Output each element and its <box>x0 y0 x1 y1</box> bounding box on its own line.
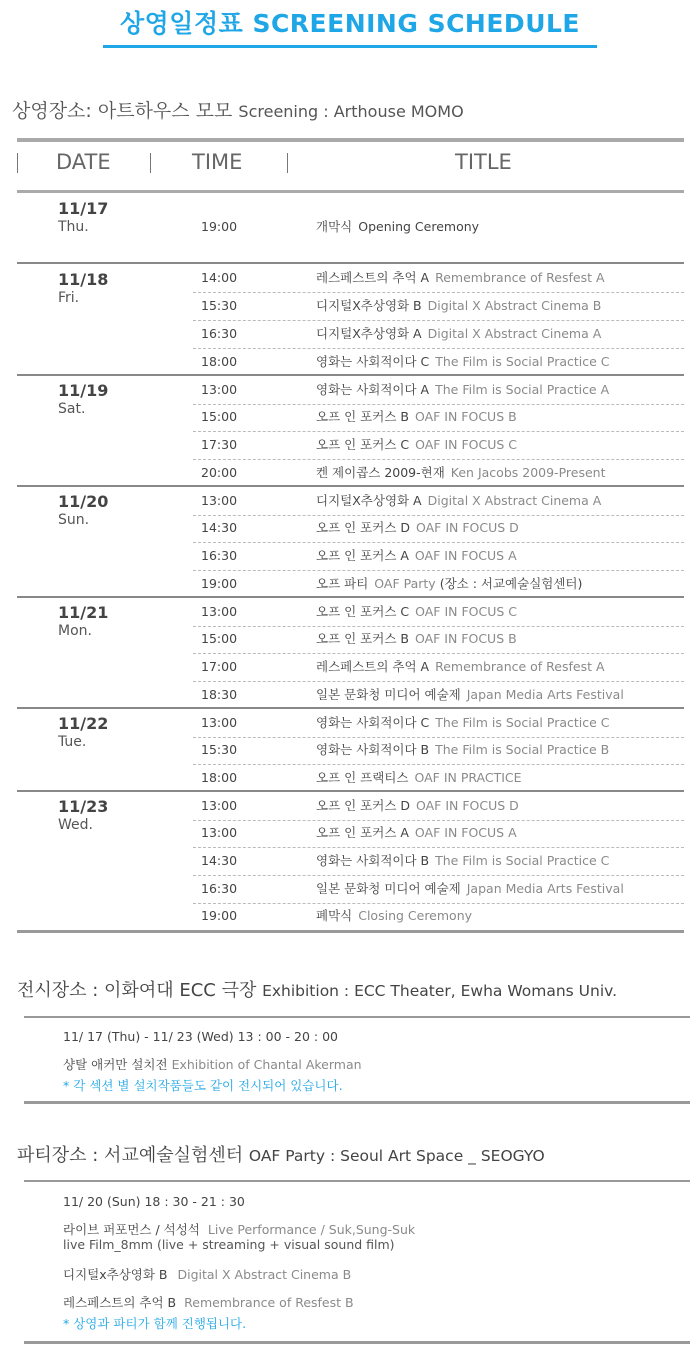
row-time: 14:00 <box>201 270 238 285</box>
row-title <box>316 213 479 241</box>
page-title: 상영일정표 SCREENING SCHEDULE <box>120 9 580 38</box>
row-title-en: Digital X Abstract Cinema B <box>427 298 602 313</box>
row-title <box>316 487 601 515</box>
row-title-en: The Film is Social Practice C <box>435 354 610 369</box>
exhibition-title-en: Exhibition : ECC Theater, Ewha Womans Univ. <box>262 982 618 1000</box>
header-divider <box>150 153 151 173</box>
row-title-ko: 오프 인 프랙티스 <box>316 770 409 785</box>
row-title-ko: 오프 인 포커스 D <box>316 798 410 813</box>
row-time: 17:00 <box>201 659 238 674</box>
party-item-en: Remembrance of Resfest B <box>184 1295 354 1310</box>
row-title-en: Digital X Abstract Cinema A <box>427 493 602 508</box>
party-title <box>17 1141 545 1167</box>
row-time: 13:00 <box>201 382 238 397</box>
row-title <box>316 514 519 542</box>
schedule-row <box>193 902 684 930</box>
party-item-en: Live Performance / Suk,Sung-Suk <box>207 1222 416 1237</box>
row-title-en: OAF Party <box>374 576 436 591</box>
row-title-ko: 오프 인 포커스 B <box>316 409 409 424</box>
row-time: 18:30 <box>201 687 238 702</box>
party-note: * 상영과 파티가 함께 진행됩니다. <box>63 1316 247 1331</box>
schedule-row <box>193 653 684 682</box>
party-title-en: OAF Party : Seoul Art Space _ SEOGYO <box>248 1147 545 1165</box>
schedule-row <box>193 764 684 792</box>
row-title-ko: 디지털X추상영화 B <box>316 298 422 313</box>
row-title <box>316 819 517 847</box>
row-title <box>316 459 605 487</box>
row-title-en: Japan Media Arts Festival <box>466 881 624 896</box>
row-title-ko: 디지털X추상영화 A <box>316 493 422 508</box>
row-time: 18:00 <box>201 354 238 369</box>
table-bottom-rule <box>17 930 684 933</box>
row-title-ko: 영화는 사회적이다 C <box>316 354 430 369</box>
row-title-en: OAF IN FOCUS C <box>415 437 517 452</box>
party-item-sub <box>63 1237 395 1252</box>
header-time: TIME <box>192 150 243 174</box>
row-title-ko: 영화는 사회적이다 B <box>316 742 430 757</box>
row-time: 18:00 <box>201 770 238 785</box>
schedule-row <box>193 264 684 293</box>
row-time: 20:00 <box>201 465 238 480</box>
day-date: 11/23 <box>58 797 109 816</box>
row-title-en: OAF IN FOCUS D <box>416 798 519 813</box>
party-item <box>63 1220 415 1238</box>
schedule-row <box>193 709 684 738</box>
row-title-en: OAF IN FOCUS B <box>414 631 517 646</box>
exhibition-item <box>63 1055 362 1073</box>
party-item-ko: 디지털x추상영화 B <box>63 1267 168 1282</box>
row-title-ko: 오프 인 포커스 A <box>316 548 409 563</box>
row-time: 15:30 <box>201 298 238 313</box>
schedule-row <box>193 736 684 765</box>
row-title <box>316 320 601 348</box>
row-time: 19:00 <box>201 576 238 591</box>
schedule-row <box>193 487 684 516</box>
day-weekday: Thu. <box>58 219 89 235</box>
row-title-en: OAF IN FOCUS A <box>414 548 517 563</box>
day-weekday: Sun. <box>58 512 90 528</box>
row-title <box>316 348 610 376</box>
row-time: 17:30 <box>201 437 238 452</box>
row-title <box>316 709 610 737</box>
day-date: 11/20 <box>58 492 109 511</box>
row-time: 13:00 <box>201 493 238 508</box>
row-title <box>316 376 609 404</box>
row-time: 19:00 <box>201 908 238 923</box>
row-title <box>316 598 517 626</box>
row-time: 15:00 <box>201 409 238 424</box>
day-date: 11/18 <box>58 270 109 289</box>
party-item-sub-text: live Film_8mm (live + streaming + visual sound film) <box>63 1237 395 1252</box>
schedule-row <box>193 570 684 598</box>
table-header-bottom-rule <box>17 190 684 193</box>
row-title-ko: 디지털X추상영화 A <box>316 326 422 341</box>
row-title-ko: 영화는 사회적이다 B <box>316 853 430 868</box>
party-item-en: Digital X Abstract Cinema B <box>177 1267 352 1282</box>
schedule-row <box>193 431 684 460</box>
row-title-en: Ken Jacobs 2009-Present <box>450 465 606 480</box>
row-title-ko: 레스페스트의 추억 A <box>316 270 430 285</box>
day-cell <box>58 381 108 417</box>
exhibition-item-en: Exhibition of Chantal Akerman <box>171 1057 362 1072</box>
row-time: 13:00 <box>201 604 238 619</box>
day-cell <box>58 603 108 639</box>
schedule-row <box>193 292 684 321</box>
schedule-row <box>193 681 684 709</box>
row-time: 19:00 <box>201 219 238 234</box>
row-title-venue: (장소 : 서교예술실험센터) <box>439 576 583 591</box>
row-title-en: OAF IN PRACTICE <box>414 770 522 785</box>
row-title-ko: 오프 인 포커스 B <box>316 631 409 646</box>
header-date: DATE <box>56 150 111 174</box>
row-title <box>316 264 605 292</box>
day-date: 11/19 <box>58 381 109 400</box>
party-top-rule <box>24 1180 690 1182</box>
row-title <box>316 542 517 570</box>
row-title-en: Remembrance of Resfest A <box>435 659 605 674</box>
row-title <box>316 431 517 459</box>
row-title-ko: 영화는 사회적이다 A <box>316 382 430 397</box>
table-header-top-rule <box>17 138 684 142</box>
row-time: 14:30 <box>201 853 238 868</box>
schedule-row <box>193 625 684 654</box>
party-datetime: 11/ 20 (Sun) 18 : 30 - 21 : 30 <box>63 1194 245 1209</box>
day-date: 11/21 <box>58 603 109 622</box>
row-title <box>316 875 624 903</box>
title-underline <box>103 45 597 48</box>
row-title <box>316 902 472 930</box>
row-title <box>316 736 609 764</box>
row-time: 15:00 <box>201 631 238 646</box>
row-time: 13:00 <box>201 825 238 840</box>
schedule-row <box>193 875 684 904</box>
schedule-row <box>193 403 684 432</box>
row-title-en: OAF IN FOCUS D <box>416 520 519 535</box>
exhibition-title-ko: 전시장소 : 이화여대 ECC 극장 <box>17 980 263 1001</box>
schedule-row <box>193 376 684 405</box>
party-item-ko: 레스페스트의 추억 B <box>63 1295 177 1310</box>
exhibition-title <box>17 976 617 1002</box>
schedule-row <box>193 213 684 241</box>
row-title <box>316 625 517 653</box>
schedule-row <box>193 847 684 876</box>
schedule-row <box>193 459 684 487</box>
party-item <box>63 1265 351 1283</box>
row-time: 16:30 <box>201 326 238 341</box>
row-title-ko: 폐막식 <box>316 908 353 923</box>
party-item-ko: 라이브 퍼포먼스 / 석성석 <box>63 1222 200 1237</box>
row-title <box>316 681 624 709</box>
day-cell <box>58 797 108 833</box>
party-item <box>63 1293 354 1311</box>
row-title-ko: 개막식 <box>316 219 353 234</box>
row-title-en: The Film is Social Practice B <box>435 742 610 757</box>
row-title <box>316 847 609 875</box>
day-date: 11/22 <box>58 714 109 733</box>
row-title-en: OAF IN FOCUS C <box>415 604 517 619</box>
row-title <box>316 653 605 681</box>
row-title <box>316 792 519 820</box>
schedule-row <box>193 514 684 543</box>
row-title-en: The Film is Social Practice C <box>435 715 610 730</box>
header-title: TITLE <box>455 150 512 174</box>
screening-venue-en: Screening : Arthouse MOMO <box>238 102 464 121</box>
row-time: 16:30 <box>201 548 238 563</box>
row-title-en: The Film is Social Practice C <box>435 853 610 868</box>
exhibition-period: 11/ 17 (Thu) - 11/ 23 (Wed) 13 : 00 - 20 : 00 <box>63 1029 339 1044</box>
row-title-ko: 켄 제이콥스 2009-현재 <box>316 465 445 480</box>
day-cell <box>58 270 108 306</box>
row-title <box>316 570 582 598</box>
day-weekday: Mon. <box>58 623 92 639</box>
row-title-ko: 일본 문화청 미디어 예술제 <box>316 687 461 702</box>
schedule-row <box>193 792 684 821</box>
row-time: 15:30 <box>201 742 238 757</box>
day-cell <box>58 714 108 750</box>
day-weekday: Sat. <box>58 401 86 417</box>
row-title-ko: 일본 문화청 미디어 예술제 <box>316 881 461 896</box>
row-time: 13:00 <box>201 798 238 813</box>
row-title-en: The Film is Social Practice A <box>435 382 610 397</box>
schedule-row <box>193 542 684 571</box>
day-weekday: Fri. <box>58 290 80 306</box>
row-title-en: OAF IN FOCUS B <box>414 409 517 424</box>
schedule-row <box>193 320 684 349</box>
row-title-en: OAF IN FOCUS A <box>414 825 517 840</box>
party-bottom-rule <box>24 1341 690 1344</box>
row-title-en: Remembrance of Resfest A <box>435 270 605 285</box>
day-weekday: Wed. <box>58 817 93 833</box>
row-title-ko: 레스페스트의 추억 A <box>316 659 430 674</box>
row-time: 13:00 <box>201 715 238 730</box>
day-cell <box>58 492 108 528</box>
day-cell <box>58 199 108 235</box>
exhibition-bottom-rule <box>24 1101 690 1104</box>
row-time: 14:30 <box>201 520 238 535</box>
row-title <box>316 292 601 320</box>
schedule-row <box>193 819 684 848</box>
row-title-ko: 영화는 사회적이다 C <box>316 715 430 730</box>
party-title-ko: 파티장소 : 서교예술실험센터 <box>17 1145 249 1166</box>
row-title-ko: 오프 파티 <box>316 576 369 591</box>
row-title-ko: 오프 인 포커스 D <box>316 520 410 535</box>
schedule-row <box>193 348 684 376</box>
row-title-en: Digital X Abstract Cinema A <box>427 326 602 341</box>
exhibition-top-rule <box>24 1016 690 1018</box>
schedule-row <box>193 598 684 627</box>
row-title-ko: 오프 인 포커스 A <box>316 825 409 840</box>
header-divider <box>287 153 288 173</box>
exhibition-item-ko: 샹탈 애커만 설치전 <box>63 1057 168 1072</box>
row-title-en: Closing Ceremony <box>358 908 473 923</box>
row-title <box>316 764 522 792</box>
screening-venue <box>12 96 464 123</box>
screening-venue-ko: 상영장소: 아트하우스 모모 <box>12 100 239 122</box>
row-title <box>316 403 517 431</box>
day-date: 11/17 <box>58 199 109 218</box>
row-title-en: Japan Media Arts Festival <box>466 687 624 702</box>
row-title-ko: 오프 인 포커스 C <box>316 604 410 619</box>
row-title-ko: 오프 인 포커스 C <box>316 437 410 452</box>
day-weekday: Tue. <box>58 734 87 750</box>
header-divider <box>17 153 18 173</box>
row-title-en: Opening Ceremony <box>358 219 480 234</box>
exhibition-note: * 각 섹션 별 설치작품들도 같이 전시되어 있습니다. <box>63 1078 343 1093</box>
row-time: 16:30 <box>201 881 238 896</box>
